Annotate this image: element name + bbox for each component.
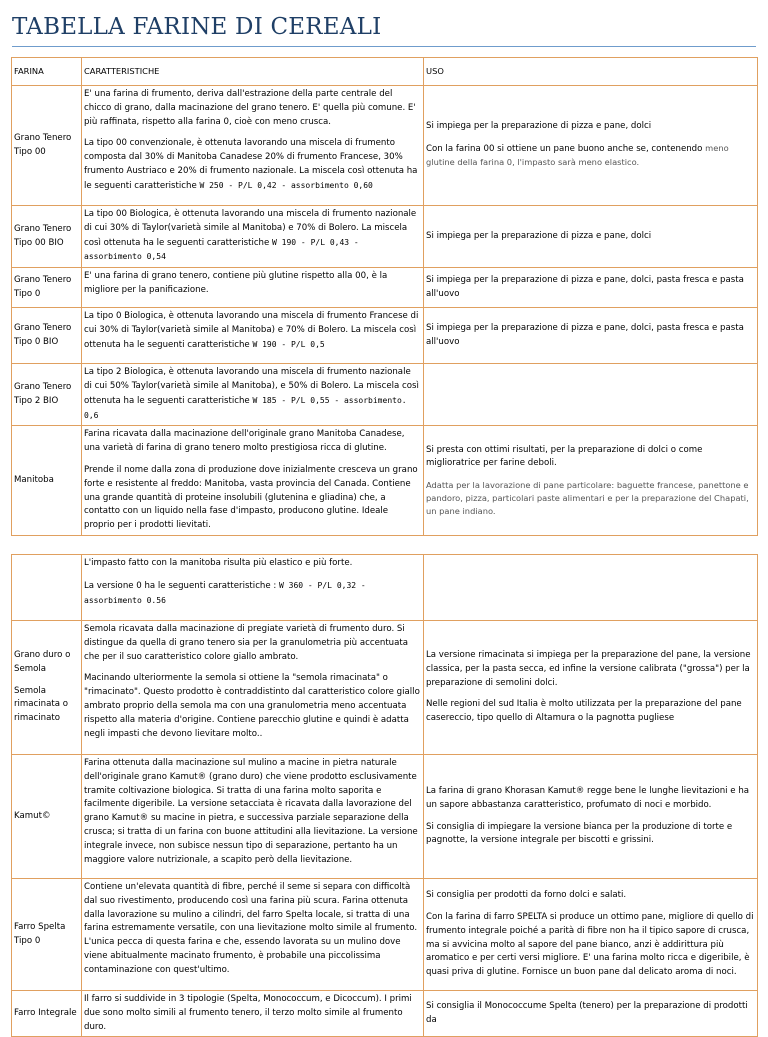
flour-name-line: Farro Spelta	[14, 921, 66, 932]
usage-cell	[424, 206, 758, 268]
usage-text: Si impiega per la preparazione di pizza e pane, dolci	[426, 230, 652, 241]
table-row	[12, 621, 758, 755]
flour-name-line: Tipo 00 BIO	[14, 237, 64, 248]
characteristics-cell	[82, 879, 424, 991]
table-header-row	[12, 58, 758, 86]
characteristics-text: Il farro si suddivide in 3 tipologie (Spelta, Monococcum, e Dicoccum). I primi due sono molto simili al frumento tenero, il terzo molto simile al frumento duro.	[84, 994, 412, 1032]
characteristics-cell	[82, 426, 424, 536]
flour-name	[12, 206, 82, 268]
characteristics-text: E' una farina di frumento, deriva dall'estrazione della parte centrale del chicco di grano, dalla macinazione del grano tenero. E' quella più comune. E' più raffinata, rispetto alla farina 0, cioè con meno crusca.	[84, 89, 416, 127]
flour-name	[12, 268, 82, 308]
characteristics-cell	[82, 621, 424, 755]
characteristics-text-part: La versione 0 ha le seguenti caratteristiche :	[84, 580, 277, 591]
flour-name	[12, 991, 82, 1037]
technical-specs: W 360 - P/L 0,32 - assorbimento 0.56	[84, 580, 366, 605]
characteristics-text-part: La tipo 0 Biologica, è ottenuta lavorando una miscela di frumento Francese di cui 30% di Taylor(varietà simile al Manitoba) e 70% di Bolero. La miscela così ottenuta ha le seguenti caratteristiche	[84, 311, 419, 350]
usage-cell	[424, 991, 758, 1037]
table-row	[12, 308, 758, 364]
usage-cell	[424, 879, 758, 991]
flour-name-line: Grano Tenero	[14, 132, 72, 143]
usage-text: Si impiega per la preparazione di pizza e pane, dolci, pasta fresca e pasta all'uovo	[426, 322, 744, 347]
flour-name-line: Kamut©	[14, 810, 51, 821]
characteristics-text	[84, 208, 421, 265]
usage-cell	[424, 426, 758, 536]
flour-name	[12, 364, 82, 426]
usage-text-part: Con la farina 00 si ottiene un pane buono anche se, contenendo	[426, 143, 703, 154]
usage-text: Con la farina di farro SPELTA si produce un ottimo pane, migliore di quello di frumento integrale poiché a parità di fibre non ha il tipico sapore di crusca, ma si avvicina molto al sapore del pane bianco, anzi è addirittura più aromatico e per certi versi migliore. E' una farina molto ricca e digeribile, è quasi priva di glutine. Fornisce un buon pane dal delicato aroma di noci.	[426, 911, 754, 978]
characteristics-text	[84, 366, 421, 423]
usage-cell	[424, 621, 758, 755]
usage-cell	[424, 364, 758, 426]
usage-cell	[424, 555, 758, 621]
usage-cell	[424, 86, 758, 206]
table-row	[12, 364, 758, 426]
usage-text: Si impiega per la preparazione di pizza e pane, dolci	[426, 120, 652, 131]
flour-name	[12, 86, 82, 206]
characteristics-cell	[82, 555, 424, 621]
technical-specs: W 250 - P/L 0,42 - assorbimento 0,60	[199, 180, 373, 190]
characteristics-text: Farina ricavata dalla macinazione dell'originale grano Manitoba Canadese, una varietà di farina di grano tenero molto prestigiosa ricca di glutine.	[84, 429, 405, 454]
flour-name	[12, 621, 82, 755]
technical-specs: W 190 - P/L 0,43 - assorbimento 0,54	[84, 237, 359, 262]
characteristics-cell	[82, 86, 424, 206]
characteristics-text: Farina ottenuta dalla macinazione sul mulino a macine in pietra naturale dell'originale grano Kamut® (grano duro) che viene prodotto esclusivamente tramite coltivazione biologica. Si tratta di una farina molto saporita e facilmente digeribile. La versione setacciata è ricavata dalla lavorazione del grano Kamut® su macine in pietra, e successiva parziale separazione della crusca; si tratta di un farina con buone attitudini alla lievitazione. La versione integrale invece, non subisce nessun tipo di separazione, pertanto ha un maggiore valore nutrizionale, a scapito però della lievitazione.	[84, 758, 418, 865]
characteristics-text	[84, 579, 421, 609]
flour-name-line: Tipo 2 BIO	[14, 395, 59, 406]
title-divider	[12, 46, 756, 47]
usage-text: Si impiega per la preparazione di pizza e pane, dolci, pasta fresca e pasta all'uovo	[426, 274, 744, 299]
usage-text: Si consiglia di impiegare la versione bianca per la produzione di torte e pagnotte, la versione integrale per biscotti e grissini.	[426, 821, 733, 846]
usage-text	[426, 142, 755, 172]
characteristics-text: Prende il nome dalla zona di produzione dove inizialmente cresceva un grano forte e resistente al freddo: Manitoba, vasta provincia del Canada. Contiene una grande quantità di proteine insolubili (glutenina e gliadina) che, a contatto con un liquido nella fase d'impasto, producono glutine. Ideale proprio per i prodotti lievitati.	[84, 464, 418, 531]
characteristics-text: Contiene un'elevata quantità di fibre, perché il seme si separa con difficoltà dal suo rivestimento, producendo così una farina più scura. Farina ottenuta dalla lavorazione su mulino a cilindri, del farro Spelta locale, si tratta di una farina estremamente versatile, con una lievitazione molto simile al frumento. L'unica pecca di questa farina e che, essendo lavorata su un mulino dove viene abitualmente macinato frumento, è probabile una piccolissima contaminazione con quest'ultimo.	[84, 882, 418, 975]
characteristics-text: E' una farina di grano tenero, contiene più glutine rispetto alla 00, è la migliore per la panificazione.	[84, 271, 388, 295]
usage-text: La versione rimacinata si impiega per la preparazione del pane, la versione classica, per la pasta secca, ed infine la versione calibrata ("grossa") per la preparazione di semolini dolci.	[426, 650, 751, 688]
flour-name-line: Tipo 0	[14, 935, 41, 946]
characteristics-text	[84, 137, 421, 193]
characteristics-text-part: La tipo 00 Biologica, è ottenuta lavorando una miscela di frumento nazionale di cui 30% di Taylor(varietà simile al Manitoba) e 70% di Bolero. La miscela così ottenuta ha le seguenti caratteristiche	[84, 209, 417, 248]
flour-name	[12, 426, 82, 536]
technical-specs: W 190 - P/L 0,5	[252, 339, 325, 349]
flour-name-line: Manitoba	[14, 474, 54, 485]
characteristics-cell	[82, 991, 424, 1037]
flour-table-part-1	[11, 57, 758, 536]
flour-name-line: Grano Tenero	[14, 223, 72, 234]
flour-name-line: Grano Tenero	[14, 274, 72, 285]
characteristics-text: Semola ricavata dalla macinazione di pregiate varietà di frumento duro. Si distingue da quella di grano tenero sia per la granulometria più accentuata che per il suo caratteristico colore giallo ambrato.	[84, 624, 409, 662]
characteristics-text: Macinando ulteriormente la semola si ottiene la "semola rimacinata" o "rimacinato". Questo prodotto è contraddistinto dal caratteristico colore giallo ambrato proprio della semola ma con una granulometria meno accentuata rispetto alla materia d'origine. Contiene parecchio glutine e quindi è adatta negli impasti che devono lievitare molto..	[84, 673, 420, 739]
usage-cell	[424, 268, 758, 308]
flour-name	[12, 755, 82, 879]
flour-name-line: Tipo 0 BIO	[14, 336, 59, 347]
flour-name-line: Farro Integrale	[14, 1007, 77, 1018]
flour-name-line: Tipo 00	[14, 146, 46, 157]
characteristics-text-part: La tipo 2 Biologica, è ottenuta lavorando una miscela di frumento nazionale di cui 50% Taylor(varietà simile al Manitoba), e 50% di Bolero. La miscela così ottenuta ha le seguenti caratteristiche	[84, 367, 419, 406]
characteristics-text	[84, 310, 421, 352]
characteristics-cell	[82, 308, 424, 364]
usage-text: Si presta con ottimi risultati, per la preparazione di dolci o come miglioratrice per farine deboli.	[426, 444, 703, 469]
header-caratteristiche: CARATTERISTICHE	[82, 58, 424, 86]
page-title: TABELLA FARINE DI CEREALI	[12, 14, 382, 40]
flour-name	[12, 555, 82, 621]
flour-name-line: Tipo 0	[14, 288, 41, 299]
table-row	[12, 206, 758, 268]
table-row	[12, 879, 758, 991]
header-uso: USO	[424, 58, 758, 86]
flour-name-line: Grano duro o Semola	[14, 650, 71, 674]
usage-text: Si consiglia per prodotti da forno dolci e salati.	[426, 890, 627, 901]
characteristics-text: L'impasto fatto con la manitoba risulta più elastico e più forte.	[84, 558, 353, 568]
table-row	[12, 268, 758, 308]
characteristics-cell	[82, 206, 424, 268]
characteristics-cell	[82, 755, 424, 879]
table-row	[12, 991, 758, 1037]
table-row	[12, 555, 758, 621]
flour-name	[12, 879, 82, 991]
characteristics-text-part: La tipo 00 convenzionale, è ottenuta lavorando una miscela di frumento composta dal 30% di Manitoba Canadese 20% di frumento Francese, 30% frumento Austriaco e 20% di frumento nazionale. La miscela così ottenuta ha le seguenti caratteristiche	[84, 138, 418, 191]
usage-text: La farina di grano Khorasan Kamut® regge bene le lunghe lievitazioni e ha un sapore abbastanza caratteristico, profumato di noci e morbido.	[426, 785, 750, 810]
header-farina: FARINA	[12, 58, 82, 86]
table-row	[12, 755, 758, 879]
table-row	[12, 426, 758, 536]
usage-text: Nelle regioni del sud Italia è molto utilizzata per la preparazione del pane casereccio, tipo quello di Altamura o la pagnotta pugliese	[426, 699, 742, 724]
characteristics-cell	[82, 364, 424, 426]
flour-name-line: Grano Tenero	[14, 322, 72, 333]
usage-note: meno glutine della farina 0, l'impasto sarà meno elastico.	[426, 142, 729, 168]
usage-note: Adatta per la lavorazione di pane particolare: baguette francese, panettone e pandoro, pizza, particolari paste alimentari e per la preparazione del Chapati, un pane indiano.	[426, 480, 749, 516]
characteristics-cell	[82, 268, 424, 308]
usage-cell	[424, 755, 758, 879]
flour-name	[12, 308, 82, 364]
flour-name-line: Semola rimacinata o rimacinato	[14, 685, 69, 724]
table-row	[12, 86, 758, 206]
flour-name-line: Grano Tenero	[14, 381, 72, 392]
usage-cell	[424, 308, 758, 364]
usage-text: Si consiglia il Monococcume Spelta (tenero) per la preparazione di prodotti da	[426, 1000, 748, 1025]
technical-specs: W 185 - P/L 0,55 - assorbimento. 0,6	[84, 395, 407, 420]
flour-table-part-2	[11, 554, 758, 1037]
